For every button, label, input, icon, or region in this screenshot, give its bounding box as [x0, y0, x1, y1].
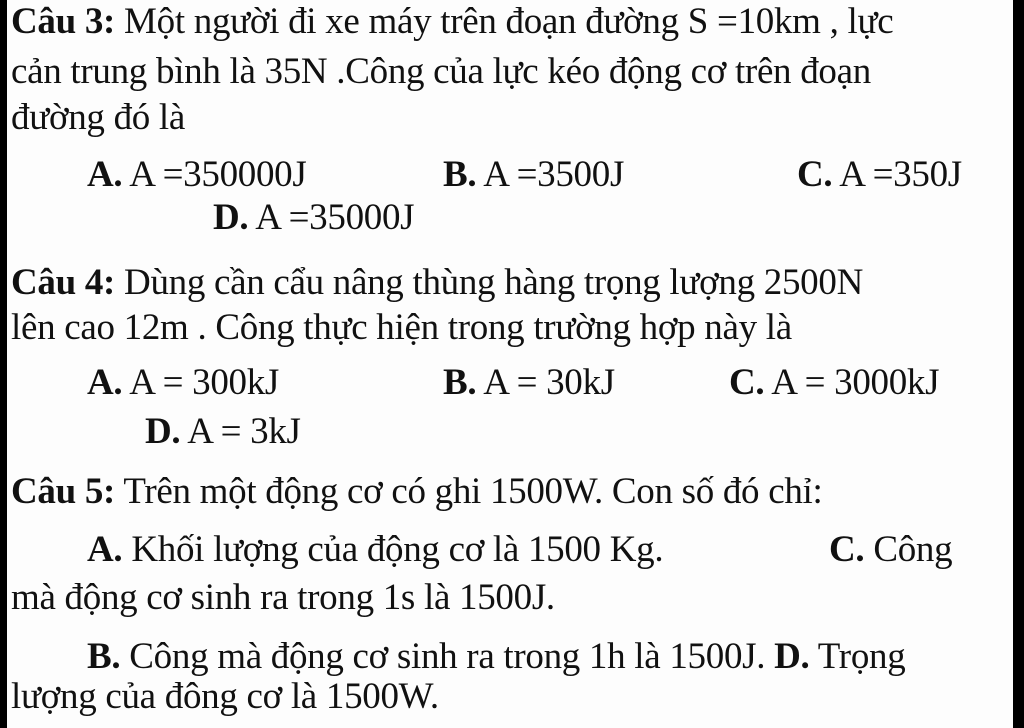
- document-page: [7, 0, 1013, 728]
- option-letter: A.: [87, 529, 123, 570]
- option-letter: B.: [87, 636, 121, 677]
- q4-option-b[interactable]: [443, 363, 615, 403]
- q5-option-a[interactable]: [87, 530, 663, 570]
- option-text: Công: [864, 529, 953, 570]
- q3-option-a[interactable]: [87, 155, 306, 195]
- option-letter: C.: [829, 529, 865, 570]
- q4-label: Câu 4:: [11, 262, 116, 303]
- q4-option-c[interactable]: [729, 363, 939, 403]
- option-text: A =350000J: [122, 154, 307, 195]
- q5-label: Câu 5:: [11, 471, 116, 512]
- option-letter: B.: [443, 362, 477, 403]
- q5-option-d-cont: lượng của đông cơ là 1500W.: [11, 676, 439, 717]
- q4-option-a[interactable]: [87, 363, 279, 403]
- option-text: Khối lượng của động cơ là 1500 Kg.: [122, 529, 664, 570]
- q3-option-b[interactable]: [443, 155, 624, 195]
- option-letter: C.: [729, 362, 765, 403]
- q3-option-d[interactable]: [213, 198, 414, 238]
- option-text: A = 3kJ: [180, 411, 301, 452]
- option-letter: C.: [797, 154, 833, 195]
- option-letter: A.: [87, 154, 123, 195]
- option-text: A =3500J: [476, 154, 625, 195]
- q5-option-b-d[interactable]: [87, 637, 905, 677]
- q5-text: Trên một động cơ có ghi 1500W. Con số đó chỉ:: [115, 471, 823, 512]
- q4-line1: [11, 263, 863, 303]
- option-text: A = 3000kJ: [764, 362, 940, 403]
- q3-option-c[interactable]: [797, 155, 962, 195]
- q3-line2: cản trung bình là 35N .Công của lực kéo động cơ trên đoạn: [11, 51, 871, 92]
- q3-label: Câu 3:: [11, 1, 116, 42]
- option-text: A = 300kJ: [122, 362, 280, 403]
- option-letter: B.: [443, 154, 477, 195]
- option-text: A =350J: [832, 154, 962, 195]
- option-letter: D.: [145, 411, 181, 452]
- option-text: A = 30kJ: [476, 362, 615, 403]
- option-text: Trọng: [809, 636, 906, 677]
- q3-line1: [11, 2, 893, 42]
- q4-text: Dùng cần cẩu nâng thùng hàng trọng lượng 2500N: [115, 262, 863, 303]
- q5-line1: [11, 472, 823, 512]
- q4-option-d[interactable]: [145, 412, 301, 452]
- option-text: A =35000J: [248, 197, 415, 238]
- q4-line2: lên cao 12m . Công thực hiện trong trường hợp này là: [11, 307, 792, 348]
- q5-option-c-cont: mà động cơ sinh ra trong 1s là 1500J.: [11, 577, 555, 618]
- q3-text: Một người đi xe máy trên đoạn đường S =10km , lực: [115, 1, 894, 42]
- option-letter: D.: [774, 636, 810, 677]
- q3-line3: đường đó là: [11, 97, 186, 138]
- option-letter: A.: [87, 362, 123, 403]
- q5-option-c[interactable]: [829, 530, 952, 570]
- option-letter: D.: [213, 197, 249, 238]
- option-text: Công mà động cơ sinh ra trong 1h là 1500J.: [120, 636, 775, 677]
